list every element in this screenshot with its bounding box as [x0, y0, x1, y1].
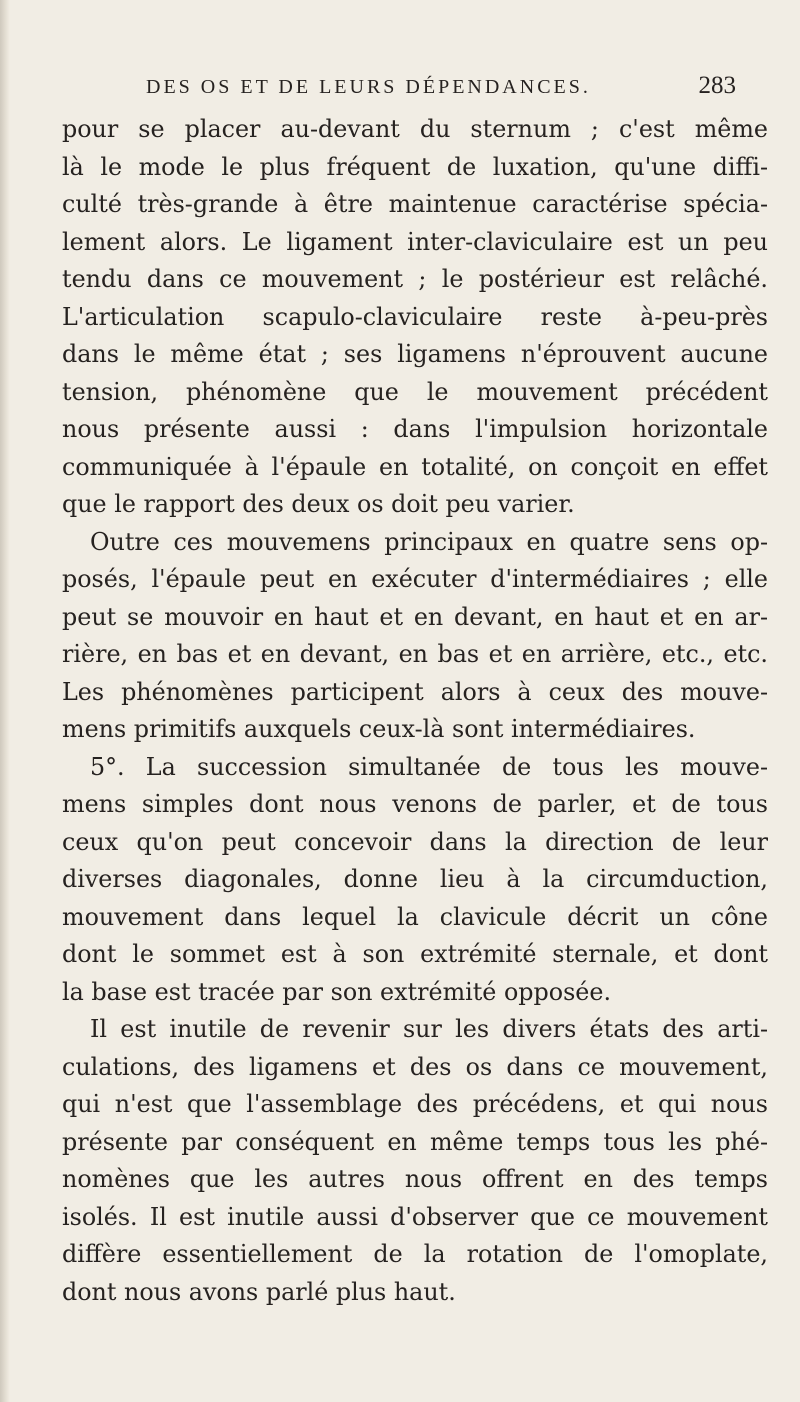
text-line: peut se mouvoir en haut et en devant, en haut et en ar- [62, 602, 768, 631]
text-line: tension, phénomène que le mouvement précédent [62, 377, 768, 406]
text-line: Outre ces mouvemens principaux en quatre sens op- [90, 527, 768, 556]
text-line: ceux qu'on peut concevoir dans la direction de leur [62, 827, 768, 856]
text-line: Les phénomènes participent alors à ceux des mouve- [62, 677, 768, 706]
text-line: dont nous avons parlé plus haut. [62, 1277, 456, 1306]
text-line: tendu dans ce mouvement ; le postérieur est relâché. [62, 265, 768, 293]
text-line: qui n'est que l'assemblage des précédens, et qui nous [62, 1090, 768, 1118]
text-line: communiquée à l'épaule en totalité, on conçoit en effet [62, 452, 768, 481]
text-line: nomènes que les autres nous offrent en des temps [62, 1165, 768, 1193]
page-number: 283 [698, 72, 736, 99]
text-line: mens primitifs auxquels ceux-là sont intermédiaires. [62, 715, 696, 743]
text-line: mens simples dont nous venons de parler, et de tous [62, 790, 768, 818]
text-line: posés, l'épaule peut en exécuter d'intermédiaires ; elle [62, 565, 768, 593]
text-line: mouvement dans lequel la clavicule décrit un cône [62, 902, 768, 931]
text-line: nous présente aussi : dans l'impulsion horizontale [62, 415, 768, 443]
running-title: DES OS ET DE LEURS DÉPENDANCES. [146, 76, 591, 98]
text-line: que le rapport des deux os doit peu varier. [62, 490, 575, 518]
text-line: diverses diagonales, donne lieu à la circumduction, [62, 865, 768, 893]
text-line: la base est tracée par son extrémité opposée. [62, 977, 612, 1006]
text-line: isolés. Il est inutile aussi d'observer que ce mouvement [62, 1202, 768, 1231]
text-line: culations, des ligamens et des os dans ce mouvement, [62, 1052, 768, 1081]
text-line: diffère essentiellement de la rotation de l'omoplate, [62, 1240, 768, 1268]
text-line: L'articulation scapulo-claviculaire reste à-peu-près [62, 302, 768, 331]
text-line: Il est inutile de revenir sur les divers états des arti- [90, 1015, 768, 1043]
text-line: dans le même état ; ses ligamens n'éprouvent aucune [62, 340, 768, 368]
text-line: rière, en bas et en devant, en bas et en arrière, etc., etc. [62, 640, 768, 668]
text-line: pour se placer au-devant du sternum ; c'est même [62, 115, 768, 143]
text-line: présente par conséquent en même temps tous les phé- [62, 1127, 768, 1156]
text-line: 5°. La succession simultanée de tous les mouve- [90, 752, 768, 781]
text-line: là le mode le plus fréquent de luxation, qu'une diffi- [62, 152, 768, 181]
text-line: dont le sommet est à son extrémité sternale, et dont [62, 940, 768, 968]
text-line: culté très-grande à être maintenue caractérise spécia- [62, 190, 768, 218]
text-line: lement alors. Le ligament inter-claviculaire est un peu [62, 227, 768, 256]
body-text [62, 111, 768, 1311]
running-head [96, 72, 736, 116]
